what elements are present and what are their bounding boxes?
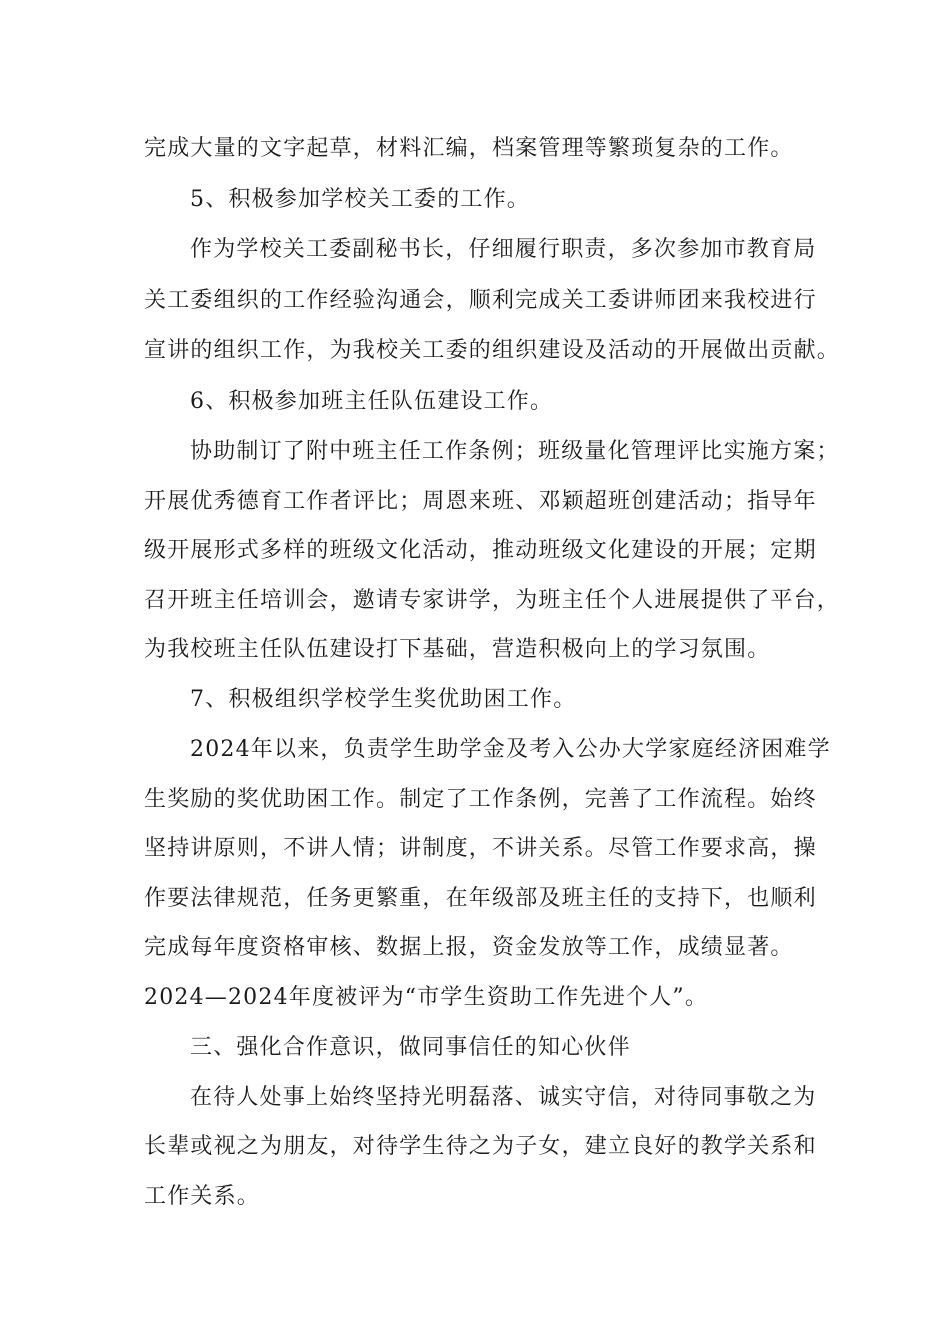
section-heading: 7、积极组织学校学生奖优助困工作。 xyxy=(190,687,577,712)
text-line: 坚持讲原则，不讲人情；讲制度，不讲关系。尽管工作要求高，操 xyxy=(144,836,817,861)
text-line: 关工委组织的工作经验沟通会，顺利完成关工委讲师团来我校进行 xyxy=(144,288,817,313)
text-line: 2024年以来，负责学生助学金及考入公办大学家庭经济困难学 xyxy=(190,737,831,762)
text-line: 完成每年度资格审核、数据上报，资金发放等工作，成绩显著。 xyxy=(144,935,794,960)
text-line: 在待人处事上始终坚持光明磊落、诚实守信，对待同事敬之为 xyxy=(190,1085,817,1110)
text-line: 工作关系。 xyxy=(144,1184,261,1209)
text-line: 作为学校关工委副秘书长，仔细履行职责，多次参加市教育局 xyxy=(190,237,817,262)
text-line: 协助制订了附中班主任工作条例；班级量化管理评比实施方案； xyxy=(190,439,840,464)
text-line: 生奖励的奖优助困工作。制定了工作条例，完善了工作流程。始终 xyxy=(144,787,817,812)
text-line: 级开展形式多样的班级文化活动，推动班级文化建设的开展；定期 xyxy=(144,538,817,563)
text-line: 宣讲的组织工作，为我校关工委的组织建设及活动的开展做出贡献。 xyxy=(144,338,841,363)
text-line: 2024—2024年度被评为“市学生资助工作先进个人”。 xyxy=(144,985,709,1010)
text-line: 召开班主任培训会，邀请专家讲学，为班主任个人进展提供了平台， xyxy=(144,588,841,613)
text-line: 开展优秀德育工作者评比；周恩来班、邓颖超班创建活动；指导年 xyxy=(144,489,817,514)
section-heading: 6、积极参加班主任队伍建设工作。 xyxy=(190,389,554,414)
text-line: 长辈或视之为朋友，对待学生待之为子女，建立良好的教学关系和 xyxy=(144,1134,817,1159)
text-line: 为我校班主任队伍建设打下基础，营造积极向上的学习氛围。 xyxy=(144,637,771,662)
text-line: 作要法律规范，任务更繁重，在年级部及班主任的支持下，也顺利 xyxy=(144,886,817,911)
text-line: 完成大量的文字起草，材料汇编，档案管理等繁琐复杂的工作。 xyxy=(144,136,794,161)
section-heading: 5、积极参加学校关工委的工作。 xyxy=(190,187,530,212)
section-heading: 三、强化合作意识，做同事信任的知心伙伴 xyxy=(190,1035,631,1060)
